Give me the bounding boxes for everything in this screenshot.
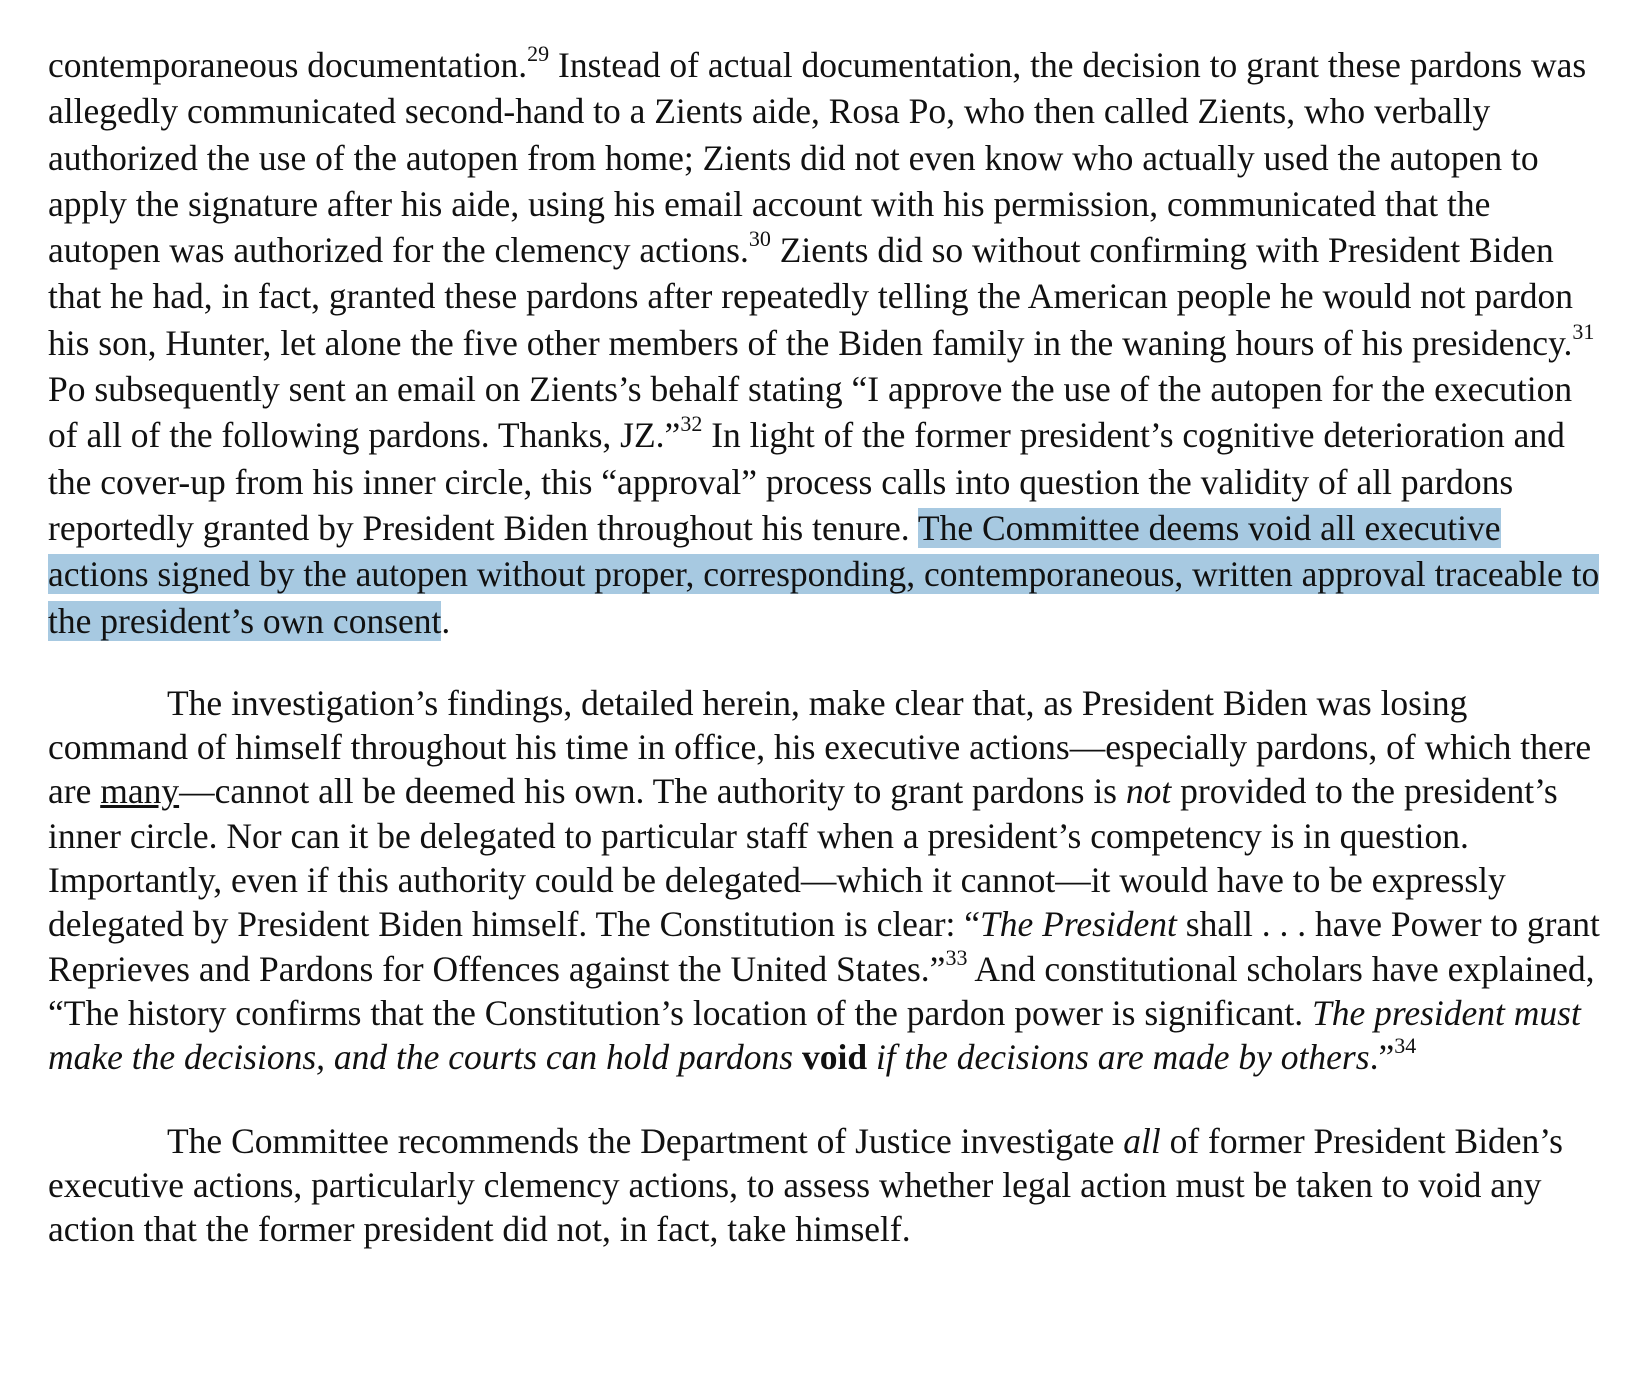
- italic-word: all: [1123, 1120, 1161, 1161]
- paragraph-investigation-findings: [48, 681, 1608, 1080]
- footnote-ref-34[interactable]: 34: [1394, 1033, 1417, 1059]
- text-segment: The investigation’s findings, detailed herein, make clear that, as President Biden was losing command of himself throughout his time in office, his executive actions—especially pardons, of which there are: [48, 682, 1592, 812]
- document-page: [48, 42, 1608, 1251]
- text-segment: The Committee recommends the Department of Justice investigate: [167, 1120, 1124, 1161]
- paragraph-autopen-pardons: [48, 42, 1608, 644]
- underlined-word: many: [100, 771, 180, 812]
- text-segment: of former President Biden’s executive actions, particularly clemency actions, to assess whether legal action must be taken to void any action that the former president did not, in fact, take himself.: [48, 1120, 1563, 1249]
- paragraph-recommendation: [48, 1119, 1608, 1251]
- italic-quote: The president must make the decisions, and the courts can hold pardons: [48, 992, 1581, 1078]
- footnote-ref-29[interactable]: 29: [527, 41, 550, 67]
- text-segment: .”: [1369, 1037, 1395, 1078]
- text-segment: provided to the president’s inner circle. Nor can it be delegated to particular staff when a president’s competency is in question. Importantly, even if this authority could be delegated—which it cannot—it would have to be expressly delegated by President Biden himself. The Constitution is clear: “: [48, 771, 1558, 945]
- text-segment: Zients did so without confirming with President Biden that he had, in fact, granted these pardons after repeatedly telling the American people he would not pardon his son, Hunter, let alone the five other members of the Biden family in the waning hours of his presidency.: [48, 230, 1573, 363]
- text-segment: Po subsequently sent an email on Zients’s behalf stating “I approve the use of the autopen for the execution of all of the following pardons. Thanks, JZ.”: [48, 369, 1573, 456]
- highlighted-selection[interactable]: The Committee deems void all executive actions signed by the autopen without proper, corresponding, contemporaneous, written approval traceable to the president’s own consent: [48, 507, 1600, 641]
- footnote-ref-32[interactable]: 32: [680, 411, 703, 437]
- footnote-ref-30[interactable]: 30: [748, 226, 771, 252]
- text-segment: contemporaneous documentation.: [48, 45, 528, 85]
- text-segment: —cannot all be deemed his own. The authority to grant pardons is: [179, 771, 1126, 812]
- text-segment: shall . . . have Power to grant Reprieves and Pardons for Offences against the United States.”: [48, 904, 1600, 989]
- italic-phrase: The President: [980, 904, 1177, 945]
- footnote-ref-33[interactable]: 33: [945, 944, 968, 970]
- bold-word: void: [801, 1037, 868, 1078]
- italic-word: not: [1125, 771, 1172, 812]
- text-segment: Instead of actual documentation, the decision to grant these pardons was allegedly communicated second-hand to a Zients aide, Rosa Po, who then called Zients, who verbally authorized the use of the autopen from home; Zients did not even know who actually used the autopen to apply the signature after his aide, using his email account with his permission, communicated that the autopen was authorized for the clemency actions.: [48, 45, 1587, 271]
- text-segment: .: [441, 600, 451, 641]
- footnote-ref-31[interactable]: 31: [1572, 318, 1595, 344]
- text-segment: In light of the former president’s cognitive deterioration and the cover-up from his inner circle, this “approval” process calls into question the validity of all pardons reportedly granted by President Biden throughout his tenure.: [48, 415, 1565, 548]
- italic-quote: if the decisions are made by others: [867, 1037, 1370, 1078]
- text-segment: And constitutional scholars have explained, “The history confirms that the Constitution’s location of the pardon power is significant.: [48, 948, 1595, 1033]
